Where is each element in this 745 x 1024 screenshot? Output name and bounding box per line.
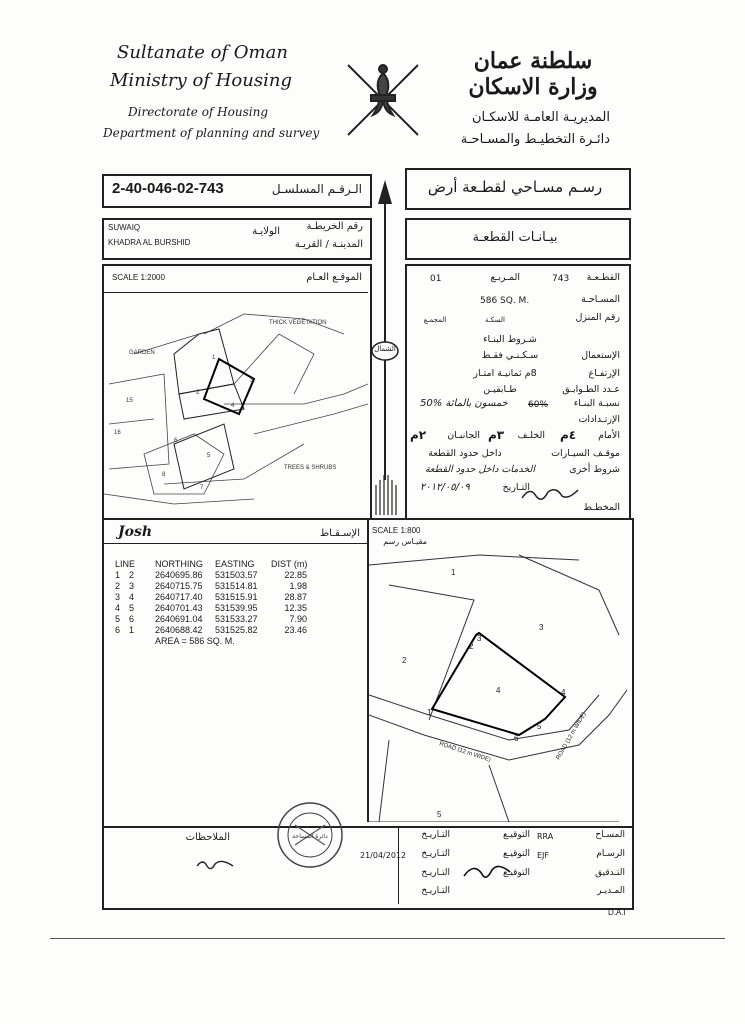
general-location-label: الموقـع العـام	[306, 272, 362, 283]
vertex-4: 4	[561, 688, 566, 697]
village-en: KHADRA AL BURSHID	[108, 238, 191, 247]
cell-line-to: 5	[129, 603, 135, 613]
area-total: AREA = 586 SQ. M.	[155, 636, 235, 646]
drafter-date: 21/04/2012	[360, 851, 407, 860]
map-plot-2: 2	[196, 390, 200, 396]
cell-easting: 531515.91	[215, 592, 258, 602]
detail-plot-5: 5	[437, 810, 442, 819]
map-label-trees: TREES & SHRUBS	[284, 465, 337, 471]
map-plot-16: 16	[114, 430, 121, 436]
map-no-label: رقم الخريطـة	[306, 221, 363, 232]
title-ar: رسـم مسـاحي لقطـعة أرض	[427, 178, 603, 196]
cell-line-from: 2	[115, 581, 121, 591]
plot-no: 743	[552, 274, 570, 284]
row2-sign-label: التوقيـع	[502, 849, 530, 859]
map-plot-4: 4	[231, 403, 235, 409]
vertex-5: 5	[537, 722, 542, 731]
oman-emblem-icon	[338, 55, 428, 145]
plot-data-title: بيـانـات القطعـة	[472, 230, 558, 245]
col-line: LINE	[115, 559, 136, 569]
other-value: الخدمات داخل حدود القطعة	[424, 464, 536, 475]
detail-plot-3: 3	[539, 623, 544, 632]
general-location-map	[104, 294, 368, 514]
plot-label: القطـعـة	[586, 272, 620, 283]
ratio-value: 60%	[528, 400, 549, 410]
serial-label: الـرقـم المسلسـل	[271, 182, 362, 196]
cell-distance: 7.90	[289, 614, 307, 624]
row4-date-label: التـاريـخ	[421, 886, 450, 896]
header-en-line4: Department of planning and survey	[103, 126, 320, 140]
ratio-hand: 50% خمسون بالمائة	[420, 398, 508, 409]
map-plot-15: 15	[126, 398, 133, 404]
cell-distance: 28.87	[284, 592, 307, 602]
vertex-3: 3	[477, 634, 482, 643]
header-ar-line2: دائـرة التخطيـط والمسـاحـة	[460, 132, 610, 147]
map-label-garden: GARDEN	[129, 350, 155, 356]
height-value: 8م ثمانيـة امتـار	[473, 368, 537, 379]
wilaya-en: SUWAIQ	[108, 223, 141, 232]
header-en-line2: Ministry of Housing	[110, 70, 292, 91]
row1-sign-label: التوقيـع	[502, 830, 530, 840]
vertex-1: 1	[427, 708, 432, 717]
square-label: المـربـع	[490, 272, 520, 283]
surveyor-name: RRA	[537, 832, 554, 841]
planner-date-label: التـاريخ	[502, 482, 530, 493]
coordinate-row	[115, 570, 321, 581]
cell-line-to: 6	[129, 614, 135, 624]
setbacks-label: الإرتـدادات	[578, 414, 620, 425]
cell-distance: 22.85	[284, 570, 307, 580]
square-no: 01	[430, 274, 442, 284]
height-label: الإرتفـاع	[588, 368, 620, 379]
cell-easting: 531514.81	[215, 581, 258, 591]
map-plot-5: 5	[207, 453, 211, 459]
map-plot-1: 1	[212, 355, 216, 361]
road-label-1: ROAD (12 m WIDE)	[438, 741, 492, 764]
cell-northing: 2640701.43	[155, 603, 203, 613]
cell-northing: 2640691.04	[155, 614, 203, 624]
coordinate-row	[115, 614, 321, 625]
checker-label: التـدقيق	[595, 868, 625, 878]
back-value: ٣م	[488, 428, 505, 442]
cell-northing: 2640688.42	[155, 625, 203, 635]
coordinate-row	[115, 603, 321, 614]
cell-distance: 23.46	[284, 625, 307, 635]
use-label: الإستعمال	[581, 350, 620, 361]
cell-line-from: 5	[115, 614, 121, 624]
page-bottom-rule	[50, 938, 725, 939]
cell-line-from: 4	[115, 603, 121, 613]
map-plot-6: 6	[174, 438, 178, 444]
projection-signature: Josh	[118, 524, 153, 540]
cell-line-from: 3	[115, 592, 121, 602]
notes-signature	[195, 856, 235, 872]
notes-label: الملاحظات	[185, 832, 230, 843]
detail-plot-map	[369, 545, 627, 822]
front-label: الأمام	[598, 430, 620, 441]
floors-label: عـدد الطـوابـق	[562, 384, 620, 395]
cell-easting: 531539.95	[215, 603, 258, 613]
ratio-label: نسبـة البنـاء	[573, 398, 620, 409]
other-label: شروط أخرى	[569, 464, 620, 475]
map-plot-3: 3	[250, 378, 254, 384]
general-scale: SCALE 1:2000	[112, 273, 165, 282]
col-easting: EASTING	[215, 559, 255, 569]
checker-signature	[462, 862, 512, 884]
cell-northing: 2640715.75	[155, 581, 203, 591]
planner-label: المخطـط	[583, 502, 620, 513]
coordinate-row	[115, 592, 321, 603]
header-ar-line1: المديريـة العامـة للاسكـان	[471, 110, 610, 125]
use-value: سـكـنـي فقـط	[481, 350, 539, 361]
conditions-title: شـروط البنـاء	[483, 334, 537, 345]
row3-date-label: التـاريـخ	[421, 868, 450, 878]
detail-plot-4: 4	[496, 686, 501, 695]
wilaya-label: الولايـة	[252, 226, 280, 237]
north-label: الشمال	[374, 345, 396, 353]
detail-plot-2: 2	[402, 656, 407, 665]
cell-line-from: 6	[115, 625, 121, 635]
cell-line-to: 3	[129, 581, 135, 591]
serial-number: 2-40-046-02-743	[112, 180, 224, 197]
date-hand: ٢٠١٢/٠٥/٠٩	[420, 482, 470, 493]
map-label-vegetation: THICK VEGETATION	[269, 320, 327, 326]
map-plot-7: 7	[200, 485, 204, 491]
cell-distance: 12.35	[284, 603, 307, 613]
stamp-text: دائرة المساحة	[292, 833, 328, 840]
vertex-6: 6	[514, 734, 519, 743]
cell-easting: 531503.57	[215, 570, 258, 580]
cell-distance: 1.98	[289, 581, 307, 591]
cell-line-to: 4	[129, 592, 135, 602]
city-label: المدينـة / القريـة	[294, 239, 363, 250]
detail-plot-1: 1	[451, 568, 456, 577]
planner-signature	[520, 484, 580, 504]
row2-date-label: التـاريـخ	[421, 849, 450, 859]
col-northing: NORTHING	[155, 559, 203, 569]
footer-code: D.A.I	[608, 908, 626, 917]
detail-scale: SCALE 1:800	[372, 526, 421, 535]
detail-scale-ar: مقيـاس رسم	[383, 537, 427, 546]
surveyor-label: المسـاح	[595, 830, 625, 840]
cell-line-from: 1	[115, 570, 121, 580]
area-label: المسـاحـة	[581, 294, 620, 305]
cell-easting: 531525.82	[215, 625, 258, 635]
official-stamp	[275, 800, 345, 870]
back-label: الخلـف	[517, 430, 545, 441]
street-label: السكـة	[485, 316, 505, 324]
parking-label: موقـف السيـارات	[551, 448, 620, 459]
cell-northing: 2640695.86	[155, 570, 203, 580]
row1-date-label: التـاريـخ	[421, 830, 450, 840]
cell-northing: 2640717.40	[155, 592, 203, 602]
floors-value: طـابقيـن	[483, 384, 517, 395]
cell-line-to: 1	[129, 625, 135, 635]
director-label: المـديـر	[597, 886, 625, 896]
road-label-2: ROAD (12 m WIDE)	[555, 711, 588, 761]
cell-easting: 531533.27	[215, 614, 258, 624]
vertex-2: 2	[469, 642, 474, 651]
row3-sign-label: التوقيـع	[502, 868, 530, 878]
cell-line-to: 2	[129, 570, 135, 580]
house-no-label: رقم المنزل	[575, 312, 620, 323]
header-en-line3: Directorate of Housing	[128, 105, 268, 119]
drafter-name: EJF	[537, 851, 550, 860]
coordinate-row	[115, 581, 321, 592]
projection-label: الإسـقـاط	[319, 528, 360, 539]
header-en-line1: Sultanate of Oman	[117, 42, 288, 63]
parking-value: داخل حدود القطعة	[428, 448, 502, 459]
header-ar-logo: سلطنة عمان وزارة الاسكان	[468, 48, 598, 100]
sides-value: ٢م	[410, 428, 427, 442]
map-plot-8: 8	[162, 472, 166, 478]
complex-label: المجمـع	[423, 316, 447, 324]
front-value: ٤م	[560, 428, 577, 442]
coordinate-row	[115, 625, 321, 636]
drafter-label: الرسـام	[596, 849, 625, 859]
col-dist: DIST (m)	[271, 559, 308, 569]
sides-label: الجانبـان	[447, 430, 480, 441]
area-value: 586 SQ. M.	[480, 296, 530, 306]
coordinates-table	[115, 559, 321, 647]
